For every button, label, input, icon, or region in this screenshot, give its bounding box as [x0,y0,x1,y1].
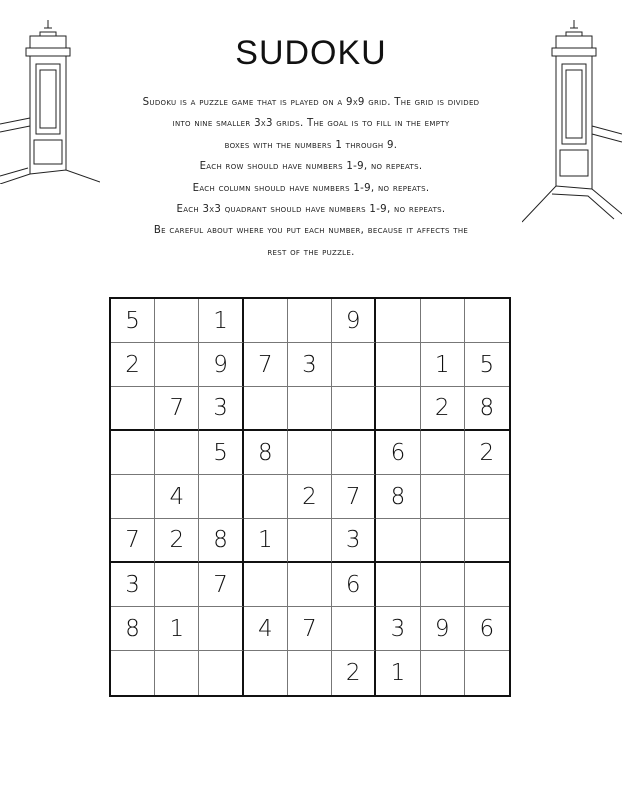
sudoku-given-cell: 7 [199,563,243,607]
sudoku-given-cell: 5 [199,431,243,475]
sudoku-empty-cell[interactable] [288,299,332,343]
sudoku-given-cell: 7 [155,387,199,431]
sudoku-empty-cell[interactable] [244,387,288,431]
sudoku-given-cell: 7 [244,343,288,387]
sudoku-given-cell: 2 [288,475,332,519]
instruction-line: rest of the puzzle. [267,246,355,258]
sudoku-empty-cell[interactable] [421,651,465,695]
sudoku-empty-cell[interactable] [244,299,288,343]
sudoku-given-cell: 6 [376,431,420,475]
instruction-line: Sudoku is a puzzle game that is played on a 9x9 grid. The grid is divided [142,97,480,108]
sudoku-empty-cell[interactable] [376,299,420,343]
sudoku-empty-cell[interactable] [155,343,199,387]
sudoku-given-cell: 3 [199,387,243,431]
sudoku-given-cell: 8 [465,387,509,431]
sudoku-empty-cell[interactable] [332,607,376,651]
sudoku-empty-cell[interactable] [421,431,465,475]
sudoku-given-cell: 2 [332,651,376,695]
sudoku-empty-cell[interactable] [111,387,155,431]
sudoku-empty-cell[interactable] [111,651,155,695]
sudoku-given-cell: 1 [244,519,288,563]
sudoku-empty-cell[interactable] [244,563,288,607]
sudoku-empty-cell[interactable] [376,387,420,431]
sudoku-given-cell: 1 [155,607,199,651]
sudoku-given-cell: 7 [288,607,332,651]
sudoku-empty-cell[interactable] [199,651,243,695]
sudoku-board [109,297,511,697]
sudoku-empty-cell[interactable] [376,519,420,563]
sudoku-given-cell: 5 [111,299,155,343]
sudoku-empty-cell[interactable] [155,299,199,343]
sudoku-empty-cell[interactable] [111,431,155,475]
sudoku-given-cell: 9 [421,607,465,651]
sudoku-empty-cell[interactable] [332,343,376,387]
sudoku-given-cell: 9 [199,343,243,387]
sudoku-given-cell: 6 [465,607,509,651]
instructions [90,92,532,263]
sudoku-empty-cell[interactable] [421,475,465,519]
instruction-line: boxes with the numbers 1 through 9. [224,139,398,151]
sudoku-given-cell: 1 [421,343,465,387]
sudoku-empty-cell[interactable] [421,563,465,607]
sudoku-empty-cell[interactable] [376,343,420,387]
sudoku-given-cell: 2 [421,387,465,431]
sudoku-given-cell: 1 [376,651,420,695]
sudoku-empty-cell[interactable] [465,299,509,343]
sudoku-empty-cell[interactable] [288,563,332,607]
sudoku-given-cell: 6 [332,563,376,607]
sudoku-given-cell: 3 [288,343,332,387]
sudoku-empty-cell[interactable] [465,651,509,695]
sudoku-empty-cell[interactable] [288,651,332,695]
sudoku-empty-cell[interactable] [155,651,199,695]
sudoku-empty-cell[interactable] [288,431,332,475]
instruction-line: Each 3x3 quadrant should have numbers 1-9, no repeats. [176,204,446,216]
sudoku-empty-cell[interactable] [244,651,288,695]
sudoku-given-cell: 7 [332,475,376,519]
sudoku-given-cell: 4 [155,475,199,519]
page-title: SUDOKU [235,34,387,72]
sudoku-empty-cell[interactable] [288,387,332,431]
sudoku-empty-cell[interactable] [465,563,509,607]
sudoku-empty-cell[interactable] [421,299,465,343]
sudoku-given-cell: 3 [332,519,376,563]
instruction-line: into nine smaller 3x3 grids. The goal is to fill in the empty [172,118,450,130]
sudoku-empty-cell[interactable] [244,475,288,519]
sudoku-given-cell: 2 [111,343,155,387]
sudoku-empty-cell[interactable] [421,519,465,563]
sudoku-given-cell: 3 [376,607,420,651]
sudoku-given-cell: 8 [111,607,155,651]
sudoku-given-cell: 5 [465,343,509,387]
sudoku-empty-cell[interactable] [199,475,243,519]
sudoku-given-cell: 8 [244,431,288,475]
sudoku-empty-cell[interactable] [376,563,420,607]
sudoku-empty-cell[interactable] [465,475,509,519]
sudoku-empty-cell[interactable] [155,431,199,475]
sudoku-given-cell: 9 [332,299,376,343]
sudoku-given-cell: 4 [244,607,288,651]
instruction-line: Be careful about where you put each number, because it affects the [153,225,469,237]
sudoku-empty-cell[interactable] [111,475,155,519]
sudoku-empty-cell[interactable] [465,519,509,563]
sudoku-given-cell: 2 [465,431,509,475]
sudoku-given-cell: 1 [199,299,243,343]
sudoku-given-cell: 3 [111,563,155,607]
sudoku-given-cell: 7 [111,519,155,563]
sudoku-given-cell: 8 [199,519,243,563]
sudoku-empty-cell[interactable] [199,607,243,651]
sudoku-empty-cell[interactable] [155,563,199,607]
sudoku-given-cell: 8 [376,475,420,519]
sudoku-empty-cell[interactable] [288,519,332,563]
sudoku-given-cell: 2 [155,519,199,563]
instruction-line: Each row should have numbers 1-9, no repeats. [199,161,423,173]
sudoku-empty-cell[interactable] [332,431,376,475]
instruction-line: Each column should have numbers 1-9, no repeats. [192,182,430,194]
sudoku-empty-cell[interactable] [332,387,376,431]
